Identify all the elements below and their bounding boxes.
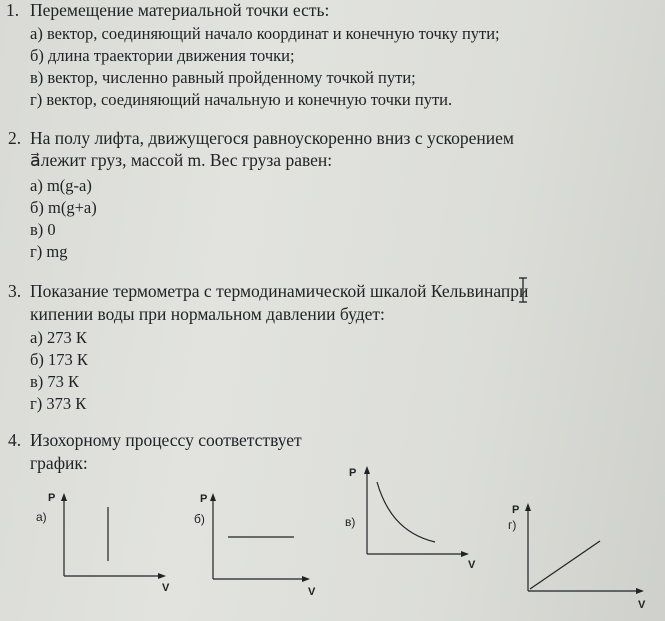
question-2-option-c: в) 0: [30, 220, 56, 239]
graph-a-label: а): [36, 510, 47, 524]
question-3-option-c: в) 73 К: [30, 372, 80, 391]
graph-d-p-label: P: [512, 504, 520, 516]
question-1-option-b: б) длина траектории движения точки;: [30, 46, 295, 65]
question-3-text-line-2: кипении воды при нормальном давлении будет:: [30, 304, 385, 324]
question-1-option-c: в) вектор, численно равный пройденному точкой пути;: [30, 68, 416, 87]
graph-a-v-label: V: [162, 582, 170, 594]
graph-b-p-label: P: [200, 493, 208, 505]
graph-c: [335, 460, 495, 572]
question-1-option-d: г) вектор, соединяющий начальную и конечную точки пути.: [30, 90, 453, 109]
graph-c-curve: [377, 482, 435, 542]
graph-b-x-arrow: [302, 576, 310, 582]
graph-a: [30, 485, 180, 597]
text-cursor-icon: [516, 276, 530, 304]
question-1-number: 1.: [6, 0, 20, 20]
question-2-option-a: а) m(g-a): [30, 176, 92, 195]
question-3-option-b: б) 173 К: [30, 350, 88, 369]
question-4-text-line-2: график:: [30, 453, 88, 473]
question-2-number: 2.: [8, 128, 22, 148]
graph-c-x-arrow: [461, 551, 469, 557]
question-4-number: 4.: [8, 430, 22, 450]
question-2-text-line-1: На полу лифта, движущегося равноускоренно вниз с ускорением: [30, 128, 514, 148]
graph-b-label: б): [194, 512, 205, 526]
question-1-option-a: а) вектор, соединяющий начало координат и конечную точку пути;: [30, 24, 500, 43]
question-3-option-d: г) 373 К: [30, 394, 87, 413]
question-1-text: Перемещение материальной точки есть:: [30, 0, 330, 20]
graph-c-label: в): [345, 515, 356, 529]
graph-b-v-label: V: [308, 586, 316, 598]
question-2-text-line-2: a⃗лежит груз, массой m. Вес груза равен:: [30, 150, 333, 170]
graph-d-label: г): [508, 518, 517, 532]
graph-c-v-label: V: [468, 559, 476, 571]
graph-a-p-label: P: [48, 492, 56, 504]
graph-a-x-arrow: [158, 573, 166, 579]
question-2-option-d: г) mg: [30, 242, 68, 261]
question-4-text-line-1: Изохорному процессу соответствует: [30, 430, 302, 450]
graph-d: [500, 495, 665, 621]
question-2-option-b: б) m(g+a): [30, 198, 97, 217]
graph-d-curve: [530, 541, 600, 589]
graph-b: [188, 485, 338, 600]
graph-d-x-arrow: [636, 588, 644, 594]
graph-c-p-label: P: [349, 467, 357, 479]
question-3-text-line-1: Показание термометра с термодинамической шкалой Кельвинапри: [30, 281, 529, 301]
question-3-option-a: а) 273 К: [30, 328, 87, 347]
graph-d-v-label: V: [638, 599, 646, 611]
question-3-number: 3.: [8, 281, 22, 301]
